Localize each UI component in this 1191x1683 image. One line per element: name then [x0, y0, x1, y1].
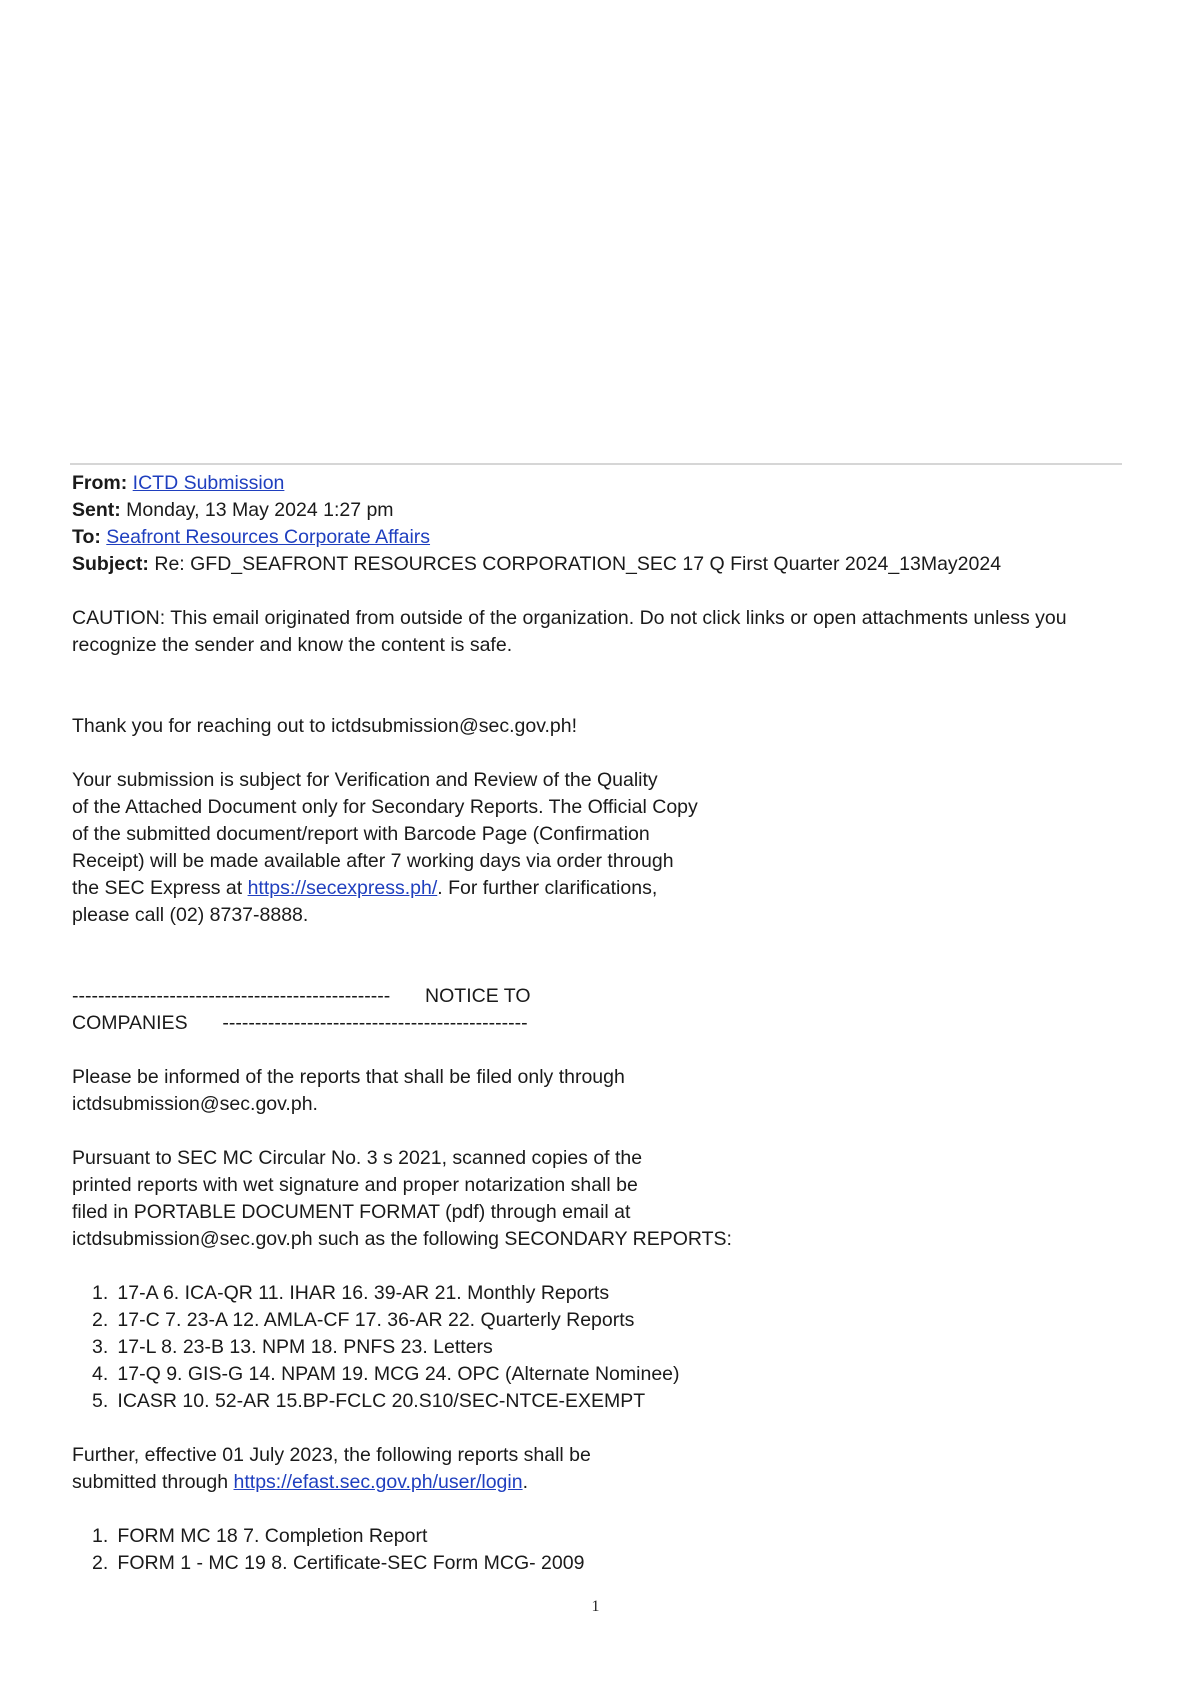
- pursuant-line-2: printed reports with wet signature and proper notarization shall be: [72, 1174, 638, 1196]
- to-label: To:: [72, 526, 101, 548]
- efast-login-link[interactable]: https://efast.sec.gov.ph/user/login: [233, 1471, 523, 1493]
- verification-line-5: [72, 875, 1132, 902]
- thanks-text: Thank you for reaching out to ictdsubmission@sec.gov.ph!: [72, 715, 578, 737]
- further-line-1: Further, effective 01 July 2023, the following reports shall be: [72, 1444, 591, 1466]
- efast-reports-list: [72, 1523, 1132, 1577]
- list-item: 2. FORM 1 - MC 19 8. Certificate-SEC Form MCG- 2009: [92, 1552, 585, 1574]
- pursuant-line-4: ictdsubmission@sec.gov.ph such as the following SECONDARY REPORTS:: [72, 1228, 732, 1250]
- from-row: [72, 470, 1132, 497]
- notice-heading-text-1: NOTICE TO: [425, 985, 531, 1007]
- sent-label: Sent:: [72, 499, 121, 521]
- caution-line-2: recognize the sender and know the content is safe.: [72, 634, 513, 656]
- email-content: [72, 470, 1132, 1577]
- inform-line-2: ictdsubmission@sec.gov.ph.: [72, 1093, 318, 1115]
- to-row: [72, 524, 1132, 551]
- verification-line-3: of the submitted document/report with Barcode Page (Confirmation: [72, 823, 650, 845]
- verification-line-2: of the Attached Document only for Secondary Reports. The Official Copy: [72, 796, 698, 818]
- subject-label: Subject:: [72, 553, 149, 575]
- verification-line-6: please call (02) 8737-8888.: [72, 904, 309, 926]
- list-item: 5. ICASR 10. 52-AR 15.BP-FCLC 20.S10/SEC-NTCE-EXEMPT: [92, 1390, 646, 1412]
- list-item: 4. 17-Q 9. GIS-G 14. NPAM 19. MCG 24. OPC (Alternate Nominee): [92, 1363, 680, 1385]
- further-line-2: [72, 1469, 1132, 1496]
- sent-row: [72, 497, 1132, 524]
- verification-line-5-pre: the SEC Express at: [72, 877, 248, 899]
- further-line-2-pre: submitted through: [72, 1471, 234, 1493]
- from-label: From:: [72, 472, 128, 494]
- pursuant-line-1: Pursuant to SEC MC Circular No. 3 s 2021, scanned copies of the: [72, 1147, 643, 1169]
- further-line-2-post: .: [522, 1471, 528, 1493]
- notice-heading-text-2: COMPANIES: [72, 1012, 188, 1034]
- subject-value: Re: GFD_SEAFRONT RESOURCES CORPORATION_SEC 17 Q First Quarter 2024_13May2024: [154, 553, 1002, 575]
- notice-dashes-left: -------------------------------------------------: [72, 985, 391, 1007]
- list-item: 1. 17-A 6. ICA-QR 11. IHAR 16. 39-AR 21. Monthly Reports: [92, 1282, 610, 1304]
- verification-line-4: Receipt) will be made available after 7 working days via order through: [72, 850, 674, 872]
- list-item: 3. 17-L 8. 23-B 13. NPM 18. PNFS 23. Letters: [92, 1336, 493, 1358]
- notice-heading-line-2: [72, 1010, 1132, 1037]
- to-recipient-link[interactable]: Seafront Resources Corporate Affairs: [106, 526, 431, 548]
- list-item: 1. FORM MC 18 7. Completion Report: [92, 1525, 428, 1547]
- list-item: 2. 17-C 7. 23-A 12. AMLA-CF 17. 36-AR 22. Quarterly Reports: [92, 1309, 635, 1331]
- from-sender-link[interactable]: ICTD Submission: [132, 472, 285, 494]
- subject-row: [72, 551, 1132, 578]
- pursuant-line-3: filed in PORTABLE DOCUMENT FORMAT (pdf) through email at: [72, 1201, 631, 1223]
- verification-line-5-post: . For further clarifications,: [437, 877, 658, 899]
- notice-heading-line-1: [72, 983, 1132, 1010]
- verification-line-1: Your submission is subject for Verification and Review of the Quality: [72, 769, 658, 791]
- secexpress-link[interactable]: https://secexpress.ph/: [247, 877, 438, 899]
- inform-line-1: Please be informed of the reports that shall be filed only through: [72, 1066, 625, 1088]
- notice-dashes-right: -----------------------------------------------: [222, 1012, 528, 1034]
- sent-value: Monday, 13 May 2024 1:27 pm: [126, 499, 394, 521]
- page-number: 1: [591, 1598, 600, 1615]
- caution-line-1: CAUTION: This email originated from outside of the organization. Do not click links or open attachments unless you: [72, 607, 1067, 629]
- header-divider: [70, 463, 1122, 465]
- secondary-reports-list: [72, 1280, 1132, 1415]
